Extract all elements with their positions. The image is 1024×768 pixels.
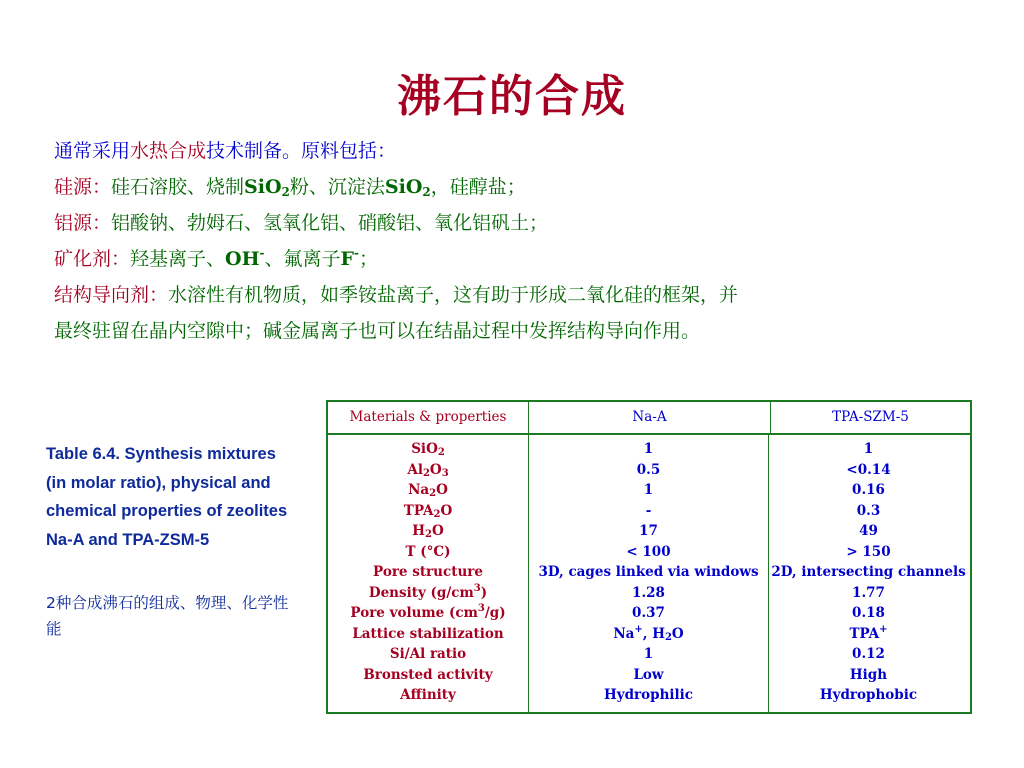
zsm5-bronsted: High [849,666,888,683]
zsm5-al2o3: <0.14 [846,461,891,478]
naa-h2o: 17 [639,523,658,539]
mineralizer-line: 矿化剂：羟基离子、OH-、氟离子F-； [54,246,379,270]
prop-temperature: T (°C) [405,543,451,560]
prop-na2o: $Na_2O$ [408,482,448,499]
prop-al2o3: $Al_2O_3$ [407,461,449,479]
table-caption-chinese: 2种合成沸石的组成、物理、化学性能 [46,594,289,638]
naa-tpa2o: - [645,502,652,519]
zsm5-lattice: TPA+ [849,623,888,642]
silica-source-line: 硅源：硅石溶胶、烧制SiO$_2$粉、沉淀法SiO$_2$，硅醇盐； [54,176,526,199]
prop-si-al: Si/Al ratio [389,646,467,662]
naa-pore-structure: 3D, cages linked via windows [538,564,759,580]
prop-bronsted: Bronsted activity [363,666,493,683]
prop-density: Density $(g/cm^3)$ [368,582,488,601]
mineralizer-label: 矿化剂： [54,248,131,270]
naa-al2o3: 0.5 [636,461,661,478]
silica-label: 硅源： [54,176,112,198]
zsm5-si-al: 0.12 [852,646,885,662]
prop-pore-volume: Pore volume $(cm^3/g)$ [350,603,506,621]
prop-pore-structure: Pore structure [373,564,483,580]
naa-bronsted: Low [633,666,664,683]
intro-line: 通常采用水热合成技术制备。原料包括： [54,140,397,162]
naa-na2o: 1 [643,482,654,498]
alumina-label: 铝源： [54,212,112,234]
naa-affinity: Hydrophilic [603,687,693,703]
zsm5-tpa2o: 0.3 [856,502,881,519]
prop-tpa2o: $TPA_2O$ [403,502,453,520]
na-a-column [528,435,769,712]
header-materials: Materials & properties [349,409,507,425]
zsm5-sio2: 1 [863,441,874,457]
alumina-source-line: 铝源：铝酸钠、勃姆石、氢氧化铝、硝酸铝、氧化铝矾土； [54,212,549,234]
zeolite-table [326,400,972,714]
naa-density: 1.28 [632,584,665,601]
naa-temperature: < 100 [626,543,671,560]
naa-lattice: Na+, $H_2O$ [613,623,684,643]
template-label: 结构导向剂： [54,284,169,306]
zsm5-pore-structure: 2D, intersecting channels [771,564,966,580]
slide-title: 沸石的合成 [397,71,627,122]
zsm5-column [769,435,968,712]
table-caption: Table 6.4. Synthesis mixtures (in molar ratio), physical and chemical properties of zeolites Na-A and TPA-ZSM-5 [46,445,288,549]
zsm5-na2o: 0.16 [852,482,885,498]
hydrothermal-highlight: 水热合成 [130,140,207,162]
naa-pore-volume: 0.37 [632,605,665,621]
prop-affinity: Affinity [400,687,456,703]
template-line-1: 结构导向剂：水溶性有机物质，如季铵盐离子，这有助于形成二氧化硅的框架，并 [54,284,739,306]
zsm5-pore-volume: 0.18 [852,605,885,621]
zsm5-temperature: > 150 [846,543,891,560]
zsm5-density: 1.77 [852,584,885,601]
bullet-list [54,133,994,349]
template-line-2: 最终驻留在晶内空隙中；碱金属离子也可以在结晶过程中发挥结构导向作用。 [54,320,701,342]
header-na-a: Na-A [528,402,771,433]
naa-si-al: 1 [643,646,654,662]
zsm5-h2o: 49 [859,523,878,539]
prop-h2o: $H_2O$ [412,523,444,540]
table-header-row [328,402,970,435]
zsm5-affinity: Hydrophobic [819,687,918,703]
table-body [328,435,970,712]
prop-lattice: Lattice stabilization [352,625,504,642]
naa-sio2: 1 [643,441,654,457]
properties-column [328,435,528,712]
header-tpa-szm-5: TPA-SZM-5 [832,409,909,425]
prop-sio2: SiO$_2$ [411,441,445,458]
